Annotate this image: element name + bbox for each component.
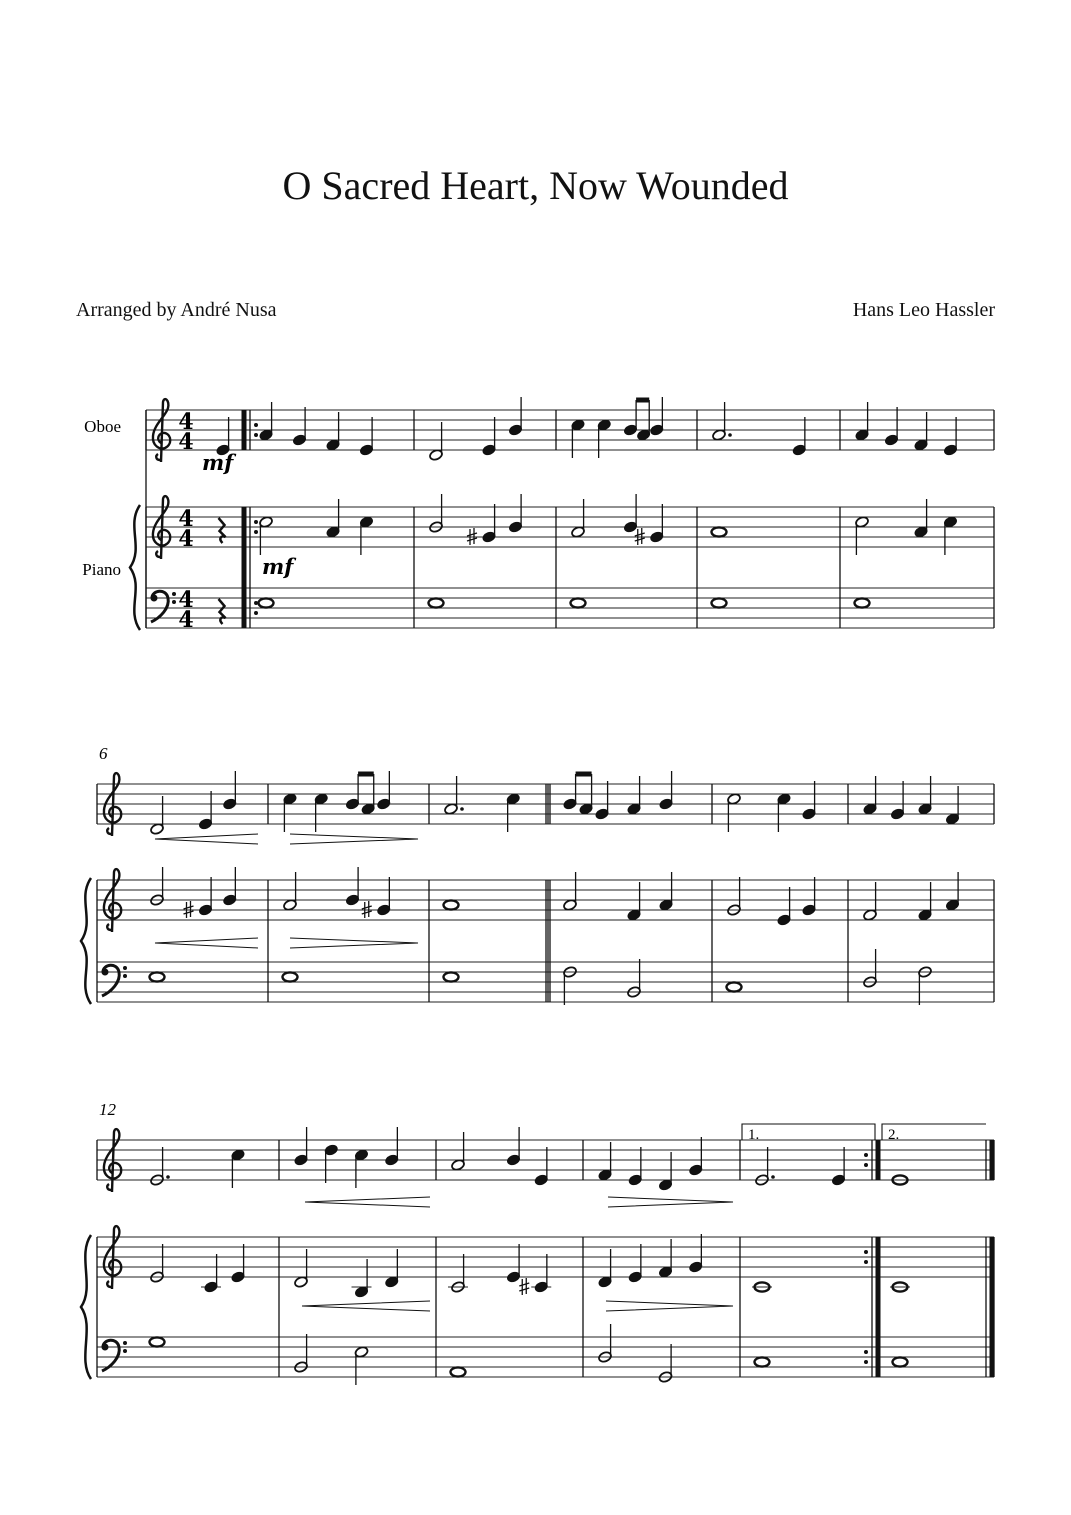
note — [855, 516, 870, 555]
note — [945, 872, 960, 911]
note — [914, 412, 929, 451]
piano-bass-staff — [146, 588, 994, 628]
sharp-stroke — [184, 911, 194, 914]
note — [752, 1282, 772, 1291]
repeat-dot — [254, 530, 258, 534]
score-decorations — [155, 410, 992, 1377]
note — [384, 1127, 399, 1166]
note — [943, 417, 958, 456]
note — [627, 882, 642, 921]
note — [482, 417, 497, 456]
treble-clef — [153, 496, 170, 559]
note — [283, 872, 298, 911]
bass-clef-dot — [172, 600, 176, 604]
note — [259, 402, 274, 441]
crescendo-hairpin — [155, 834, 258, 844]
bass-clef-dot — [151, 595, 158, 602]
measure-6 — [150, 771, 238, 982]
note — [451, 1132, 466, 1171]
note — [345, 774, 360, 810]
page-title: O Sacred Heart, Now Wounded — [282, 163, 789, 208]
note — [628, 1147, 643, 1186]
dynamic-mf-oboe: mf — [202, 450, 234, 475]
note — [688, 1137, 703, 1176]
oboe-staff — [97, 1140, 994, 1180]
decrescendo-hairpin — [608, 1197, 733, 1207]
notehead-whole — [571, 598, 586, 607]
system-3 — [81, 1100, 994, 1385]
treble-clef-shape — [153, 496, 170, 559]
note — [444, 972, 459, 981]
instrument-name-piano: Piano — [82, 560, 121, 579]
note — [802, 781, 817, 820]
treble-clef-shape — [104, 773, 121, 836]
note — [855, 598, 870, 607]
bass-clef-dot — [123, 1349, 127, 1353]
note — [659, 872, 674, 911]
note — [534, 1147, 549, 1186]
note — [943, 516, 958, 555]
note — [855, 402, 870, 441]
note — [890, 781, 905, 820]
note — [628, 1244, 643, 1283]
dynamic-mf-piano: mf — [262, 554, 294, 579]
note — [727, 982, 742, 991]
note — [150, 1337, 165, 1346]
notehead-whole — [259, 598, 274, 607]
sharp-stroke — [635, 538, 645, 541]
bass-clef-dot — [123, 1341, 127, 1345]
repeat-dot — [254, 611, 258, 615]
note — [294, 1249, 309, 1288]
note — [283, 793, 298, 832]
note — [150, 796, 165, 835]
repeat-dot — [864, 1153, 868, 1157]
time-signature-denominator: 4 — [178, 607, 194, 633]
note — [918, 882, 933, 921]
oboe-staff — [146, 410, 994, 450]
treble-clef — [153, 399, 170, 462]
measure-number: 12 — [99, 1100, 116, 1119]
note — [326, 499, 341, 538]
volta-1 — [742, 1124, 875, 1140]
sharp-stroke — [184, 906, 194, 909]
note — [712, 527, 727, 536]
note — [777, 887, 792, 926]
bass-clef-dot — [123, 966, 127, 970]
composer-credit: Hans Leo Hassler — [852, 299, 995, 321]
treble-clef-shape — [104, 1129, 121, 1192]
note — [506, 1244, 521, 1283]
note — [444, 900, 459, 909]
quarter-rest — [219, 518, 226, 543]
measure-7 — [283, 771, 392, 982]
repeat-dot — [254, 433, 258, 437]
sharp-stroke — [635, 533, 645, 536]
bass-clef-dot — [102, 969, 109, 976]
note — [659, 771, 674, 810]
time-signature-numerator: 4 — [178, 587, 194, 613]
note — [563, 872, 578, 911]
measure-14 — [448, 1127, 551, 1377]
treble-clef — [104, 1129, 121, 1192]
note — [777, 793, 792, 832]
measure-17 — [890, 1175, 910, 1366]
note — [259, 516, 274, 555]
note — [201, 1254, 221, 1293]
note — [326, 412, 341, 451]
bass-clef — [102, 965, 128, 996]
note — [598, 1142, 613, 1181]
note — [579, 774, 594, 815]
bass-clef-dot — [102, 1344, 109, 1351]
note — [184, 877, 213, 918]
note — [352, 1259, 372, 1298]
time-signature — [178, 587, 193, 633]
sharp-stroke — [519, 1288, 529, 1291]
note — [519, 1254, 551, 1295]
decrescendo-hairpin — [606, 1301, 733, 1311]
arranger-credit: Arranged by André Nusa — [76, 299, 277, 321]
repeat-dot — [254, 601, 258, 605]
repeat-dot — [864, 1163, 868, 1167]
note — [345, 867, 360, 906]
note — [863, 776, 878, 815]
repeat-dot — [864, 1350, 868, 1354]
note — [595, 781, 610, 820]
sharp-stroke — [362, 911, 372, 914]
note — [627, 776, 642, 815]
measure-4 — [712, 402, 807, 608]
decrescendo-hairpin — [290, 938, 418, 948]
time-signature — [178, 409, 193, 455]
repeat-dot — [864, 1260, 868, 1264]
sharp-stroke — [362, 906, 372, 909]
note — [688, 1234, 703, 1273]
note — [506, 793, 521, 832]
note — [448, 1254, 468, 1293]
measure-15 — [598, 1137, 703, 1383]
piano-brace — [81, 878, 91, 1004]
piano-treble-staff — [97, 1237, 994, 1277]
measure-8 — [444, 776, 521, 982]
note — [359, 516, 374, 555]
piano-treble-staff — [146, 507, 994, 547]
measure-2 — [429, 397, 523, 608]
treble-clef-shape — [153, 399, 170, 462]
note — [359, 417, 374, 456]
time-signature-numerator: 4 — [178, 506, 194, 532]
note — [914, 499, 929, 538]
note — [571, 598, 586, 607]
note — [376, 771, 391, 810]
sharp-stroke — [467, 538, 477, 541]
note — [506, 1127, 521, 1166]
note — [636, 400, 651, 441]
sharp-stroke — [467, 533, 477, 536]
notehead-whole — [727, 982, 742, 991]
note — [354, 1149, 369, 1188]
note — [571, 499, 586, 538]
note — [231, 1244, 246, 1283]
time-signature-denominator: 4 — [178, 526, 194, 552]
note — [802, 877, 817, 916]
augmentation-dot — [166, 1175, 170, 1179]
sharp-stroke — [519, 1283, 529, 1286]
treble-clef — [104, 869, 121, 932]
piano-bass-staff — [97, 1337, 994, 1377]
measure-9 — [563, 771, 674, 1005]
note — [893, 1357, 908, 1366]
instrument-name-oboe: Oboe — [84, 417, 121, 436]
notehead-whole — [855, 598, 870, 607]
crescendo-hairpin — [305, 1197, 430, 1207]
time-signature-numerator: 4 — [178, 409, 194, 435]
bass-clef — [102, 1340, 128, 1371]
treble-clef — [104, 773, 121, 836]
piano-brace — [81, 1235, 91, 1379]
note — [597, 419, 612, 458]
note — [294, 1127, 309, 1166]
note — [635, 504, 664, 545]
augmentation-dot — [460, 807, 464, 811]
note — [362, 877, 391, 918]
note — [429, 422, 444, 461]
notehead-whole — [283, 972, 298, 981]
system-1 — [82, 397, 994, 633]
note — [863, 882, 878, 921]
treble-clef — [104, 1226, 121, 1289]
note — [283, 972, 298, 981]
repeat-dot — [864, 1250, 868, 1254]
decrescendo-hairpin — [290, 834, 418, 844]
note — [712, 598, 727, 607]
note — [712, 402, 732, 441]
treble-clef-shape — [104, 1226, 121, 1289]
measure-13 — [294, 1127, 399, 1385]
measure-10 — [727, 781, 817, 992]
measure-5 — [855, 402, 958, 608]
repeat-dot — [864, 1360, 868, 1364]
note — [467, 504, 496, 545]
note — [314, 793, 329, 832]
measure-number: 6 — [99, 744, 108, 763]
note — [623, 494, 638, 533]
augmentation-dot — [728, 433, 732, 437]
note — [198, 791, 213, 830]
time-signature — [178, 506, 193, 552]
note — [361, 774, 376, 815]
time-signature-denominator: 4 — [178, 429, 194, 455]
note — [598, 1249, 613, 1288]
note — [259, 598, 274, 607]
note — [451, 1367, 466, 1376]
note — [658, 1239, 673, 1278]
sharp-sign — [519, 1278, 529, 1295]
note — [649, 397, 664, 436]
note — [384, 1249, 399, 1288]
note — [444, 776, 464, 815]
measure-0 — [216, 417, 231, 624]
treble-clef-shape — [104, 869, 121, 932]
bass-clef — [151, 591, 177, 622]
notehead-whole — [712, 598, 727, 607]
bass-clef-dot — [123, 974, 127, 978]
note — [658, 1152, 673, 1191]
piano-brace — [130, 505, 140, 630]
crescendo-hairpin — [155, 938, 258, 948]
note — [292, 407, 307, 446]
notehead-whole — [150, 1337, 165, 1346]
note — [755, 1357, 770, 1366]
note — [727, 793, 742, 832]
notehead-whole — [444, 900, 459, 909]
note — [918, 776, 933, 815]
crescendo-hairpin — [302, 1301, 430, 1311]
notehead-whole — [444, 972, 459, 981]
note — [150, 972, 165, 981]
note — [231, 1149, 246, 1188]
note — [890, 1282, 910, 1291]
augmentation-dot — [771, 1175, 775, 1179]
quarter-rest — [219, 599, 226, 624]
note — [508, 397, 523, 436]
notehead-whole — [451, 1367, 466, 1376]
note — [324, 1144, 339, 1183]
measure-3 — [571, 397, 665, 608]
note — [792, 417, 807, 456]
note — [508, 494, 523, 533]
note — [945, 786, 960, 825]
note — [354, 1346, 369, 1385]
notehead-whole — [429, 598, 444, 607]
repeat-dot — [254, 520, 258, 524]
system-2 — [81, 744, 994, 1005]
note — [884, 407, 899, 446]
note — [623, 400, 638, 436]
volta-1-label: 1. — [748, 1127, 760, 1143]
note — [429, 598, 444, 607]
notehead-whole — [150, 972, 165, 981]
note — [222, 771, 237, 810]
bass-clef-dot — [172, 592, 176, 596]
note — [831, 1147, 846, 1186]
notehead-whole — [712, 527, 727, 536]
note — [563, 774, 578, 810]
note — [571, 419, 586, 458]
volta-2-label: 2. — [888, 1127, 900, 1143]
repeat-dot — [254, 423, 258, 427]
notehead-whole — [893, 1357, 908, 1366]
notehead-whole — [755, 1357, 770, 1366]
note — [222, 867, 237, 906]
